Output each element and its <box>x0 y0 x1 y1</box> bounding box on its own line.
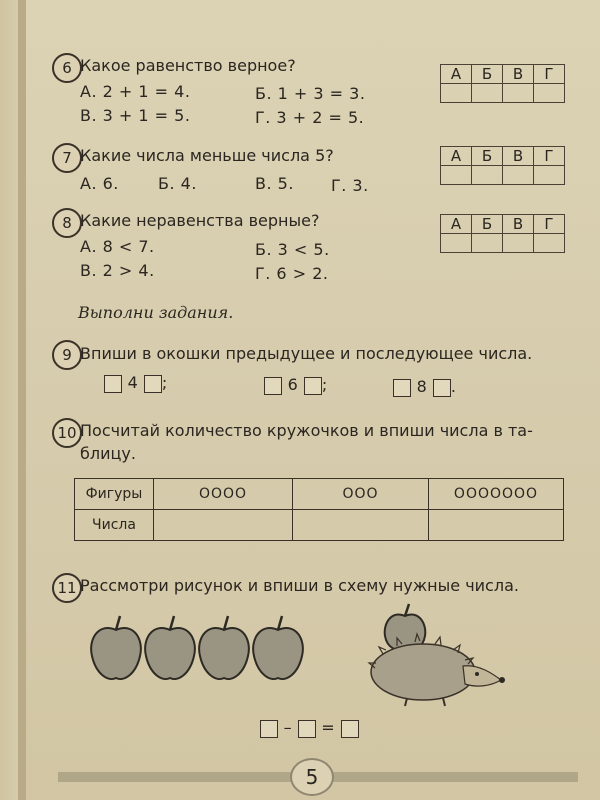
apples-illustration <box>88 612 318 690</box>
task-6-option-b: Б. 1 + 3 = 3. <box>255 84 366 103</box>
task-6-option-g: Г. 3 + 2 = 5. <box>255 108 365 127</box>
grid-header-a: А <box>441 65 472 84</box>
task-9-number: 9 <box>52 340 82 370</box>
grid-header-b: Б <box>472 147 503 166</box>
row-header-figures: Фигуры <box>75 479 154 510</box>
task-6-answer-grid <box>440 64 565 103</box>
figures-cell-3: OOOOOOO <box>429 479 564 510</box>
answer-cell[interactable] <box>441 234 472 253</box>
task-9-question: Впиши в окошки предыдущее и последующее числа. <box>80 344 533 363</box>
task-9-item-2: 6 ; <box>264 375 328 395</box>
answer-box[interactable] <box>104 375 122 393</box>
answer-cell[interactable] <box>441 84 472 103</box>
answer-box[interactable] <box>260 720 278 738</box>
task-8-number: 8 <box>52 208 82 238</box>
task-9-value: 8 <box>416 377 428 396</box>
numbers-cell[interactable] <box>293 510 429 541</box>
apple-icon <box>91 616 141 679</box>
task-9-item-3: 8 . <box>393 377 456 397</box>
numbers-cell[interactable] <box>154 510 293 541</box>
grid-header-b: Б <box>472 65 503 84</box>
answer-cell[interactable] <box>534 234 565 253</box>
grid-header-v: В <box>503 215 534 234</box>
grid-header-g: Г <box>534 65 565 84</box>
apple-icon <box>199 616 249 679</box>
task-9-value: 4 <box>127 373 139 392</box>
task-8-answer-grid <box>440 214 565 253</box>
grid-header-v: В <box>503 65 534 84</box>
answer-cell[interactable] <box>534 166 565 185</box>
figures-cell-1: OOOO <box>154 479 293 510</box>
task-11-question: Рассмотри рисунок и впиши в схему нужные числа. <box>80 576 519 595</box>
grid-header-a: А <box>441 147 472 166</box>
task-11-equation: – = <box>260 718 359 738</box>
task-11-number: 11 <box>52 573 82 603</box>
answer-cell[interactable] <box>503 234 534 253</box>
grid-header-b: Б <box>472 215 503 234</box>
task-10-question-line-1: Посчитай количество кружочков и впиши числа в та- <box>80 421 533 440</box>
task-6-question: Какое равенство верное? <box>80 56 296 75</box>
task-10-table <box>74 478 564 541</box>
task-8-question: Какие неравенства верные? <box>80 211 320 230</box>
task-8-option-b: Б. 3 < 5. <box>255 240 330 259</box>
grid-header-a: А <box>441 215 472 234</box>
section-heading: Выполни задания. <box>78 303 234 322</box>
row-header-numbers: Числа <box>75 510 154 541</box>
task-6-number: 6 <box>52 53 82 83</box>
answer-box[interactable] <box>144 375 162 393</box>
answer-box[interactable] <box>393 379 411 397</box>
answer-box[interactable] <box>264 377 282 395</box>
task-8-option-a: А. 8 < 7. <box>80 237 155 256</box>
task-7-number: 7 <box>52 143 82 173</box>
page-binding <box>18 0 26 800</box>
answer-box[interactable] <box>433 379 451 397</box>
task-9-value: 6 <box>287 375 299 394</box>
answer-cell[interactable] <box>441 166 472 185</box>
task-10-question-line-2: блицу. <box>80 444 136 463</box>
task-7-question: Какие числа меньше числа 5? <box>80 146 334 165</box>
task-8-option-v: В. 2 > 4. <box>80 261 155 280</box>
task-7-option-b: Б. 4. <box>158 174 197 193</box>
answer-cell[interactable] <box>534 84 565 103</box>
answer-cell[interactable] <box>503 166 534 185</box>
hedgehog-illustration <box>363 602 513 712</box>
grid-header-v: В <box>503 147 534 166</box>
answer-cell[interactable] <box>472 166 503 185</box>
task-7-option-g: Г. 3. <box>331 176 369 195</box>
apple-icon <box>145 616 195 679</box>
figures-cell-2: OOO <box>293 479 429 510</box>
task-6-option-a: А. 2 + 1 = 4. <box>80 82 191 101</box>
answer-box[interactable] <box>298 720 316 738</box>
task-7-option-v: В. 5. <box>255 174 294 193</box>
task-6-option-v: В. 3 + 1 = 5. <box>80 106 191 125</box>
task-9-item-1: 4 ; <box>104 373 168 393</box>
grid-header-g: Г <box>534 215 565 234</box>
answer-cell[interactable] <box>503 84 534 103</box>
page-number: 5 <box>290 758 334 796</box>
task-8-option-g: Г. 6 > 2. <box>255 264 329 283</box>
task-7-answer-grid <box>440 146 565 185</box>
answer-box[interactable] <box>304 377 322 395</box>
task-7-option-a: А. 6. <box>80 174 119 193</box>
answer-box[interactable] <box>341 720 359 738</box>
numbers-cell[interactable] <box>429 510 564 541</box>
apple-icon <box>253 616 303 679</box>
grid-header-g: Г <box>534 147 565 166</box>
answer-cell[interactable] <box>472 234 503 253</box>
task-10-number: 10 <box>52 418 82 448</box>
workbook-page <box>18 0 600 800</box>
answer-cell[interactable] <box>472 84 503 103</box>
